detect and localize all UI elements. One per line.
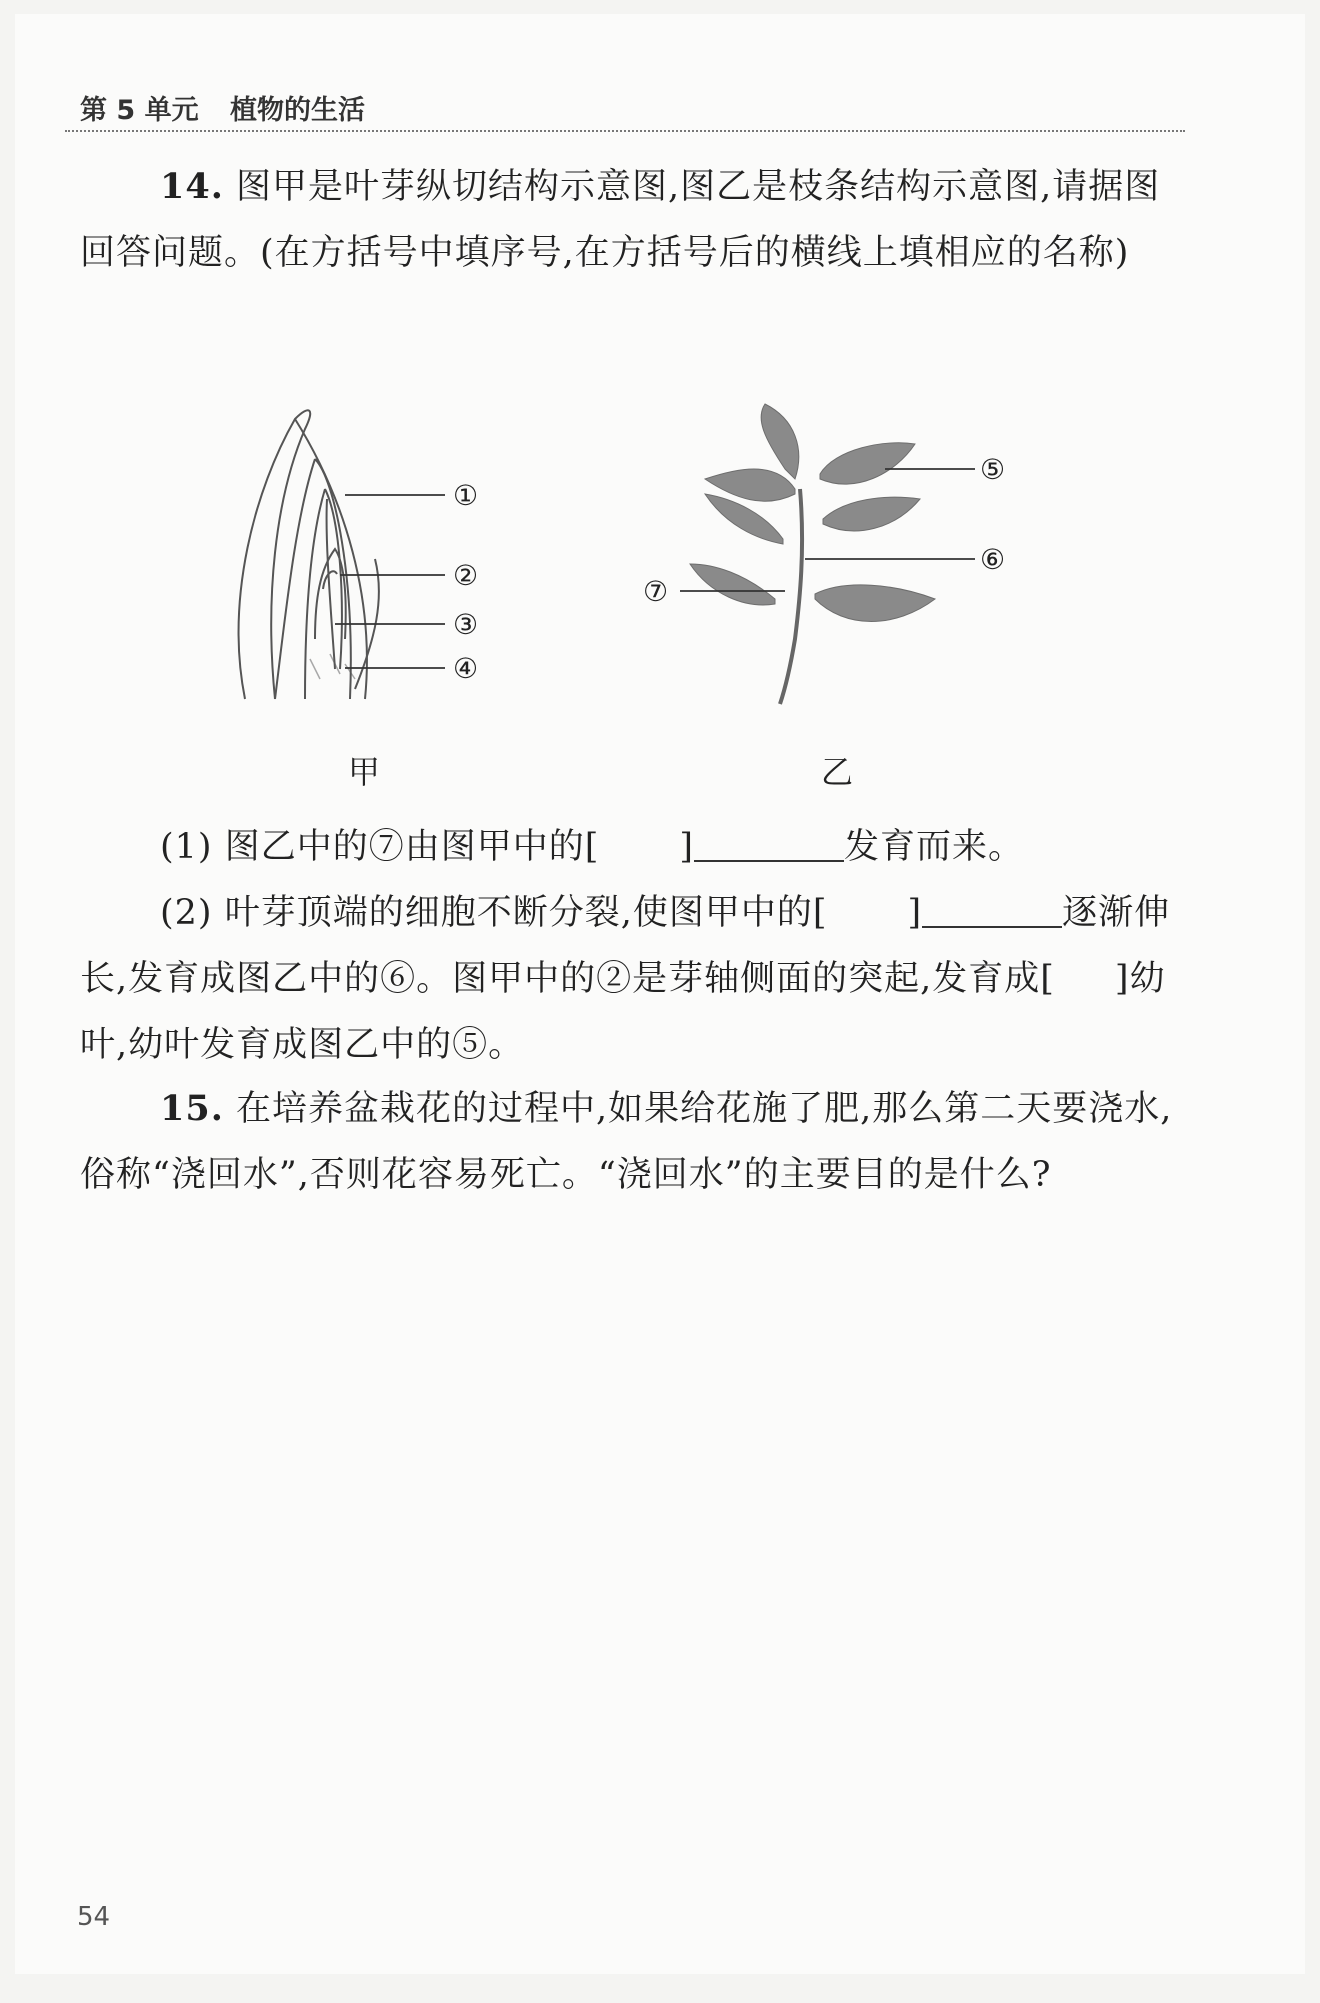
sub2-bracket-close: ]	[907, 893, 923, 933]
subquestion-1	[80, 814, 1190, 880]
sub1-bracket-close: ]	[679, 827, 695, 867]
question-14	[80, 154, 1190, 286]
branch-diagram	[635, 399, 1035, 719]
leaf-upper-right	[820, 443, 915, 484]
subquestion-2	[80, 880, 1190, 1078]
question-number: 14.	[160, 166, 224, 207]
leaf-top	[761, 404, 799, 479]
sub2-prefix: (2) 叶芽顶端的细胞不断分裂,使图甲中的[	[160, 893, 828, 933]
leaf-mid-left	[705, 494, 783, 544]
sub1-prefix: (1) 图乙中的⑦由图甲中的[	[160, 827, 600, 867]
leaf-lower-left	[690, 564, 775, 605]
leaf-lower-right	[815, 585, 935, 622]
question-text: 图甲是叶芽纵切结构示意图,图乙是枝条结构示意图,请据图回答问题。(在方括号中填序号,在方括号后的横线上填相应的名称)	[80, 167, 1161, 273]
leaf-upper-left	[705, 469, 795, 501]
sub2-text: 逐渐伸长,发育成图乙中的⑥。图甲中的②是芽轴侧面的突起,发育成[	[80, 893, 1171, 999]
unit-label: 第 5 单元	[80, 95, 199, 126]
caption-yi: 乙	[821, 753, 854, 791]
answer-line-1[interactable]	[694, 828, 844, 862]
question-number: 15.	[160, 1088, 224, 1129]
page	[15, 14, 1305, 1974]
label-6: ⑥	[980, 543, 1006, 576]
page-header	[65, 78, 1185, 132]
sub2-text-end: ]幼叶,幼叶发育成图乙中的⑤。	[80, 959, 1166, 1065]
label-5: ⑤	[980, 453, 1006, 486]
stem	[780, 489, 802, 704]
label-4: ④	[453, 652, 479, 685]
chapter-title: 植物的生活	[230, 95, 365, 126]
label-1: ①	[453, 479, 479, 512]
label-2: ②	[453, 559, 479, 592]
page-number: 54	[77, 1902, 111, 1932]
answer-line-2[interactable]	[922, 894, 1062, 928]
outer-scale-left	[239, 410, 311, 699]
question-15	[80, 1076, 1190, 1208]
leaf-bud-diagram	[215, 399, 515, 719]
label-7: ⑦	[643, 575, 669, 608]
sub1-suffix: 发育而来。	[844, 827, 1025, 867]
leaf-mid-right	[823, 497, 920, 531]
caption-jia: 甲	[348, 753, 381, 791]
label-3: ③	[453, 608, 479, 641]
question-text: 在培养盆栽花的过程中,如果给花施了肥,那么第二天要浇水,俗称“浇回水”,否则花容易死亡。“浇回水”的主要目的是什么?	[80, 1089, 1173, 1195]
